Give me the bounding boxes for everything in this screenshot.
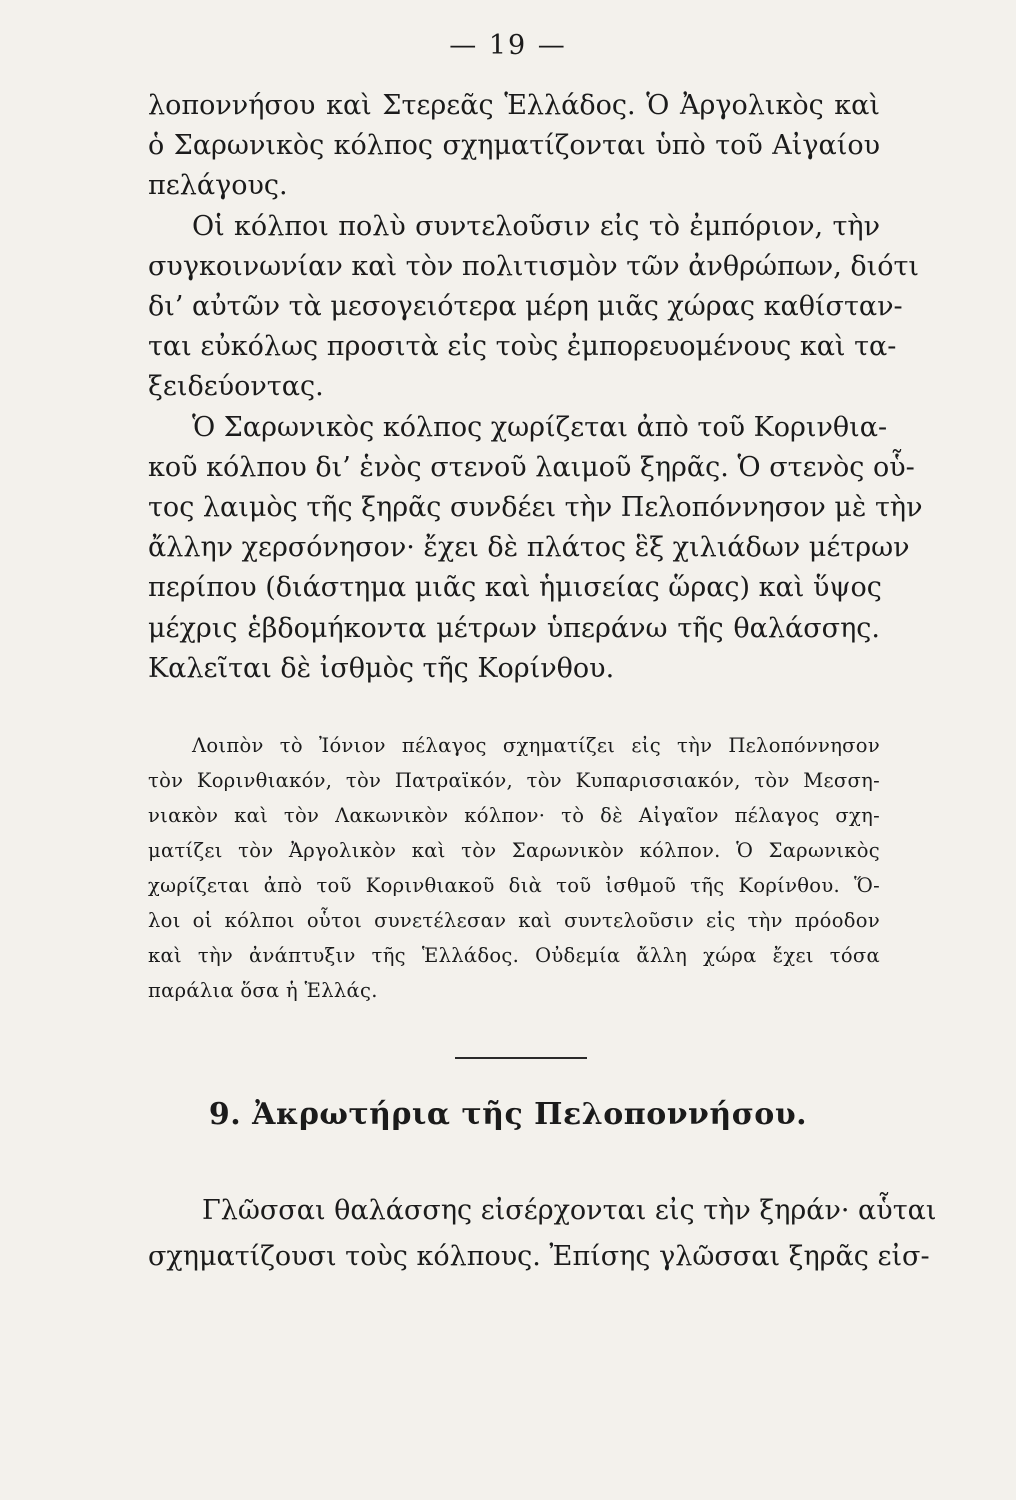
summary-line: Λοιπὸν τὸ Ἰόνιον πέλαγος σχηματίζει εἰς τὴν Πελοπόννησον: [192, 734, 880, 757]
text-line: μέχρις ἑβδομήκοντα μέτρων ὑπεράνω τῆς θαλάσσης.: [148, 612, 880, 644]
text-line: συγκοινωνίαν καὶ τὸν πολιτισμὸν τῶν ἀνθρώπων, διότι: [148, 250, 919, 282]
section-divider: [455, 1057, 587, 1059]
text-line: δι’ αὐτῶν τὰ μεσογειότερα μέρη μιᾶς χώρας καθίσταν-: [148, 291, 903, 323]
summary-line: καὶ τὴν ἀνάπτυξιν τῆς Ἑλλάδος. Οὐδεμία ἄλλη χώρα ἔχει τόσα: [148, 944, 880, 967]
text-line: τος λαιμὸς τῆς ξηρᾶς συνδέει τὴν Πελοπόννησον μὲ τὴν: [148, 492, 923, 524]
summary-text: [148, 728, 880, 1008]
text-line: ται εὐκόλως προσιτὰ εἰς τοὺς ἐμπορευομένους καὶ τα-: [148, 331, 897, 363]
text-line: Ὁ Σαρωνικὸς κόλπος χωρίζεται ἀπὸ τοῦ Κορινθια-: [192, 411, 888, 443]
summary-line: χωρίζεται ἀπὸ τοῦ Κορινθιακοῦ διὰ τοῦ ἰσθμοῦ τῆς Κορίνθου. Ὅ-: [148, 874, 880, 897]
text-line: πελάγους.: [148, 170, 288, 202]
summary-line: νιακὸν καὶ τὸν Λακωνικὸν κόλπον· τὸ δὲ Αἰγαῖον πέλαγος σχη-: [148, 804, 880, 827]
summary-line: ματίζει τὸν Ἀργολικὸν καὶ τὸν Σαρωνικὸν κόλπον. Ὁ Σαρωνικὸς: [148, 839, 880, 862]
text-line: ξειδεύοντας.: [148, 371, 324, 403]
text-line: ἄλλην χερσόνησον· ἔχει δὲ πλάτος ἓξ χιλιάδων μέτρων: [148, 532, 910, 564]
main-text: [148, 86, 923, 689]
text-line: περίπου (διάστημα μιᾶς καὶ ἡμισείας ὥρας) καὶ ὕψος: [148, 572, 882, 604]
section-heading: 9. Ἀκρωτήρια τῆς Πελοποννήσου.: [208, 1097, 808, 1132]
page-number: — 19 —: [449, 30, 567, 61]
text-line: σχηματίζουσι τοὺς κόλπους. Ἐπίσης γλῶσσαι ξηρᾶς εἰσ-: [148, 1241, 930, 1272]
text-line: Οἱ κόλποι πολὺ συντελοῦσιν εἰς τὸ ἐμπόριον, τὴν: [192, 210, 880, 242]
text-line: ὁ Σαρωνικὸς κόλπος σχηματίζονται ὑπὸ τοῦ Αἰγαίου: [148, 130, 880, 162]
summary-line: παράλια ὅσα ἡ Ἑλλάς.: [148, 979, 378, 1002]
summary-line: λοι οἱ κόλποι οὗτοι συνετέλεσαν καὶ συντελοῦσιν εἰς τὴν πρόοδον: [148, 909, 880, 932]
section-text: [148, 1188, 937, 1280]
text-line: κοῦ κόλπου δι’ ἑνὸς στενοῦ λαιμοῦ ξηρᾶς. Ὁ στενὸς οὗ-: [148, 451, 915, 483]
text-line: Γλῶσσαι θαλάσσης εἰσέρχονται εἰς τὴν ξηράν· αὗται: [202, 1195, 937, 1226]
summary-line: τὸν Κορινθιακόν, τὸν Πατραϊκόν, τὸν Κυπαρισσιακόν, τὸν Μεσση-: [148, 769, 880, 792]
text-line: Καλεῖται δὲ ἰσθμὸς τῆς Κορίνθου.: [148, 652, 615, 684]
text-line: λοποννήσου καὶ Στερεᾶς Ἑλλάδος. Ὁ Ἀργολικὸς καὶ: [148, 90, 880, 121]
